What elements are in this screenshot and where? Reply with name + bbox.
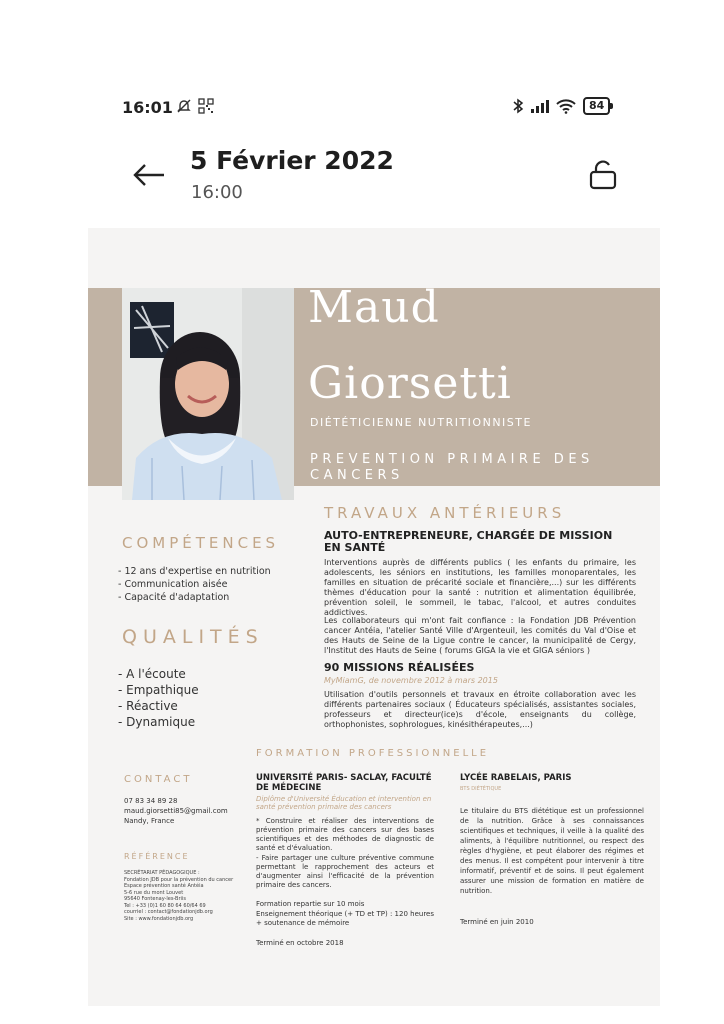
job2-description: Utilisation d'outils personnels et travaux en étroite collaboration avec les différents partenaires sociaux ( Éducateurs spécialisés, assistantes sociales, professeurs et directeur(ice)s d'école, enseignants du collège, orthophonistes, sophrologues, kinésithérapeutes,...)	[324, 690, 636, 729]
formation1-subtitle: Diplôme d'Université Éducation et intervention en santé prévention primaire des cancers	[256, 795, 432, 811]
header-date: 5 Février 2022	[190, 146, 394, 175]
reference-line: Tel : +33 (0)1 60 80 64 60/64 69	[124, 902, 206, 909]
list-item: - A l'écoute	[118, 667, 186, 681]
contact-title: CONTACT	[124, 774, 193, 785]
contact-phone: 07 83 34 89 28	[124, 797, 178, 805]
formation2-title: LYCÉE RABELAIS, PARIS	[460, 773, 572, 783]
formation1-p4: Enseignement théorique (+ TD et TP) : 120 heures + soutenance de mémoire	[256, 910, 434, 927]
reference-details	[124, 870, 233, 922]
job2-title: 90 MISSIONS RÉALISÉES	[324, 661, 475, 674]
travaux-title: TRAVAUX ANTÉRIEURS	[324, 504, 566, 522]
list-item: - Dynamique	[118, 715, 196, 729]
cv-document	[88, 228, 660, 1006]
status-left-icons	[176, 98, 214, 114]
formation1-p1: * Construire et réaliser des interventions de prévention primaire des cancers sur des bases scientifiques et des méthodes de diagnostic de santé et d'évaluation.	[256, 817, 434, 852]
job1-description: Interventions auprès de différents publics ( les enfants du primaire, les adolescents, les séniors en institutions, les familles monoparentales, les familles en situation de précarité sociale et financière,...) sur les différents thèmes d'éducation pour la santé : nutrition et alimentation équilibrée, prévention soleil, le sommeil, le tabac, l'alcool, et autres conduites addictives.	[324, 558, 636, 617]
competences-title: COMPÉTENCES	[122, 534, 280, 552]
reference-line: SECRÉTARIAT PÉDAGOGIQUE :	[124, 870, 200, 876]
reference-title: RÉFÉRENCE	[124, 852, 190, 861]
reference-line: courriel : contact@fondationjdb.org	[124, 909, 213, 915]
formation1-p2: - Faire partager une culture préventive commune permettant le rapprochement des acteurs et d'augmenter ainsi l'efficacité de la prévention primaire des cancers.	[256, 854, 434, 889]
job1-collaborators: Les collaborateurs qui m'ont fait confiance : la Fondation JDB Prévention cancer Antéia, l'atelier Santé Ville d'Argenteuil, les comités du Val d'Oise et des Hauts de Seine de la Ligue contre le cancer, la municipalité de Cergy, l'Institut des Hauts de Seine ( forums GIGA la vie et GIGA séniors )	[324, 616, 636, 655]
contact-email: maud.giorsetti85@gmail.com	[124, 807, 228, 815]
status-right-icons	[512, 97, 610, 115]
list-item: - Empathique	[118, 683, 199, 697]
back-arrow-icon[interactable]	[132, 160, 166, 190]
formation2-end: Terminé en juin 2010	[460, 918, 534, 926]
formation2-description: Le titulaire du BTS diététique est un professionnel de la nutrition. Grâce à ses connaissances scientifiques et techniques, il veille à la qualité des aliments, à l'équilibre nutritionnel, ou respect des règles d'hygiène, et peut élaborer des régimes et des menus. Il est compétent pour intervenir à titre informatif, préventif et de soins. Il peut également assurer une mission de formation en matière de nutrition.	[460, 807, 644, 895]
list-item: - Réactive	[118, 699, 178, 713]
formation-title: FORMATION PROFESSIONNELLE	[256, 748, 490, 759]
contact-details	[124, 796, 228, 826]
battery-indicator: 84	[583, 97, 610, 115]
first-name: Maud	[308, 282, 440, 333]
reference-line: Fondation JDB pour la prévention du cancer	[124, 876, 234, 883]
list-item: - 12 ans d'expertise en nutrition	[118, 566, 271, 577]
formation1-end: Terminé en octobre 2018	[256, 939, 344, 947]
list-item: - Communication aisée	[118, 579, 228, 590]
qualites-title: QUALITÉS	[122, 626, 264, 648]
signal-icon	[531, 99, 549, 113]
wifi-icon	[556, 98, 576, 114]
bluetooth-icon	[512, 98, 524, 114]
job-title: DIÉTÉTICIENNE NUTRITIONNISTE	[310, 416, 532, 429]
reference-line: 5-6 rue du mont Louvet	[124, 889, 184, 896]
tagline: PREVENTION PRIMAIRE DES CANCERS	[310, 452, 594, 483]
contact-city: Nandy, France	[124, 817, 175, 825]
list-item: - Capacité d'adaptation	[118, 592, 230, 603]
job1-title: AUTO-ENTREPRENEURE, CHARGÉE DE MISSION EN SANTÉ	[324, 529, 613, 554]
formation1-p3: Formation repartie sur 10 mois	[256, 900, 365, 908]
reference-line: Site : www.fondationjdb.org	[124, 915, 194, 922]
status-time: 16:01	[122, 98, 173, 117]
profile-photo	[122, 288, 294, 500]
bell-off-icon	[176, 98, 192, 114]
last-name: Giorsetti	[308, 358, 512, 409]
reference-line: Espace prévention santé Antéia	[124, 883, 204, 889]
reference-line: 95640 Fontenay-les-Briis	[124, 896, 186, 902]
qualites-list	[118, 666, 199, 730]
job2-subtitle: MyMiamG, de novembre 2012 à mars 2015	[324, 676, 498, 685]
competences-list	[118, 565, 271, 604]
unlock-icon[interactable]	[586, 160, 620, 190]
formation2-subtitle: BTS DIÉTÉTIQUE	[460, 786, 502, 792]
formation1-title: UNIVERSITÉ PARIS- SACLAY, FACULTÉ DE MÉDECINE	[256, 773, 432, 793]
header-time: 16:00	[191, 182, 243, 203]
qr-code-icon	[198, 98, 214, 114]
